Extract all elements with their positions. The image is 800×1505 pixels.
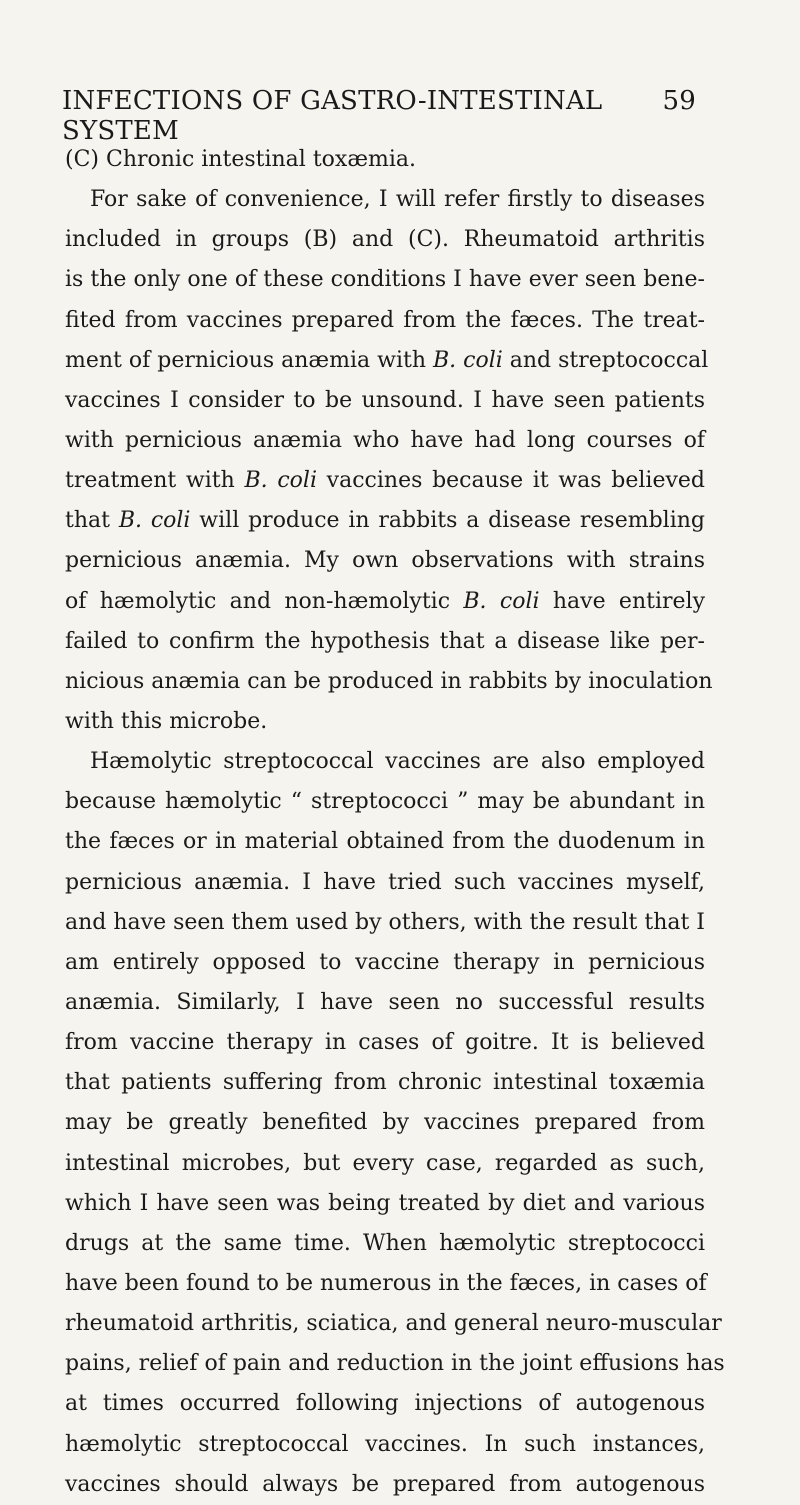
text-segment: will produce in rabbits a disease resembling xyxy=(190,508,705,534)
text-line xyxy=(65,1304,722,1344)
text-line xyxy=(65,1425,705,1465)
text-segment: fited from vaccines prepared from the fæces. The treat- xyxy=(65,307,705,333)
text-segment: treatment with xyxy=(65,468,245,494)
text-line xyxy=(65,140,705,180)
text-segment: failed to confirm the hypothesis that a disease like per- xyxy=(65,628,705,654)
text-segment: pernicious anæmia. My own observations with strains xyxy=(65,548,705,574)
text-line xyxy=(65,662,713,702)
text-line xyxy=(65,1184,705,1224)
text-segment: of hæmolytic and non-hæmolytic xyxy=(65,588,464,614)
text-line xyxy=(65,1144,705,1184)
text-line xyxy=(65,702,705,742)
running-head xyxy=(62,86,696,146)
text-segment: drugs at the same time. When hæmolytic streptococci xyxy=(65,1230,705,1256)
text-line xyxy=(65,1264,705,1304)
page-number: 59 xyxy=(662,86,696,116)
text-line xyxy=(65,1023,705,1063)
text-segment: intestinal microbes, but every case, regarded as such, xyxy=(65,1150,705,1176)
text-segment: nicious anæmia can be produced in rabbits by inoculation xyxy=(65,668,713,694)
text-line xyxy=(65,822,705,862)
text-line xyxy=(65,943,705,983)
text-line xyxy=(65,983,705,1023)
text-segment: the fæces or in material obtained from the duodenum in xyxy=(65,829,705,855)
text-segment: For sake of convenience, I will refer firstly to diseases xyxy=(90,187,705,213)
text-segment: ment of pernicious anæmia with xyxy=(65,347,433,373)
text-segment: hæmolytic streptococcal vaccines. In such instances, xyxy=(65,1431,705,1457)
text-segment: and streptococcal xyxy=(502,347,709,373)
text-line xyxy=(65,341,709,381)
text-line xyxy=(65,622,705,662)
text-line xyxy=(65,1224,705,1264)
text-segment: from vaccine therapy in cases of goitre. It is believed xyxy=(65,1030,705,1056)
text-line xyxy=(65,863,705,903)
italic-text: B. coli xyxy=(463,588,540,614)
text-segment: because hæmolytic “ streptococci ” may be abundant in xyxy=(65,789,705,815)
text-segment: anæmia. Similarly, I have seen no successful results xyxy=(65,989,705,1015)
text-line xyxy=(65,501,705,541)
text-line xyxy=(65,1465,705,1505)
text-segment: may be greatly benefited by vaccines prepared from xyxy=(65,1110,705,1136)
text-line xyxy=(65,1344,725,1384)
text-line xyxy=(65,180,705,220)
text-line xyxy=(65,260,705,300)
body-text xyxy=(65,140,725,1505)
text-line xyxy=(65,301,705,341)
text-line xyxy=(65,220,705,260)
text-segment: have been found to be numerous in the fæces, in cases of xyxy=(65,1270,707,1296)
text-line xyxy=(65,582,705,622)
text-segment: that xyxy=(65,508,119,534)
text-line xyxy=(65,903,705,943)
text-segment: pernicious anæmia. I have tried such vaccines myself, xyxy=(65,869,705,895)
text-segment: and have seen them used by others, with the result that I xyxy=(65,909,705,935)
text-segment: pains, relief of pain and reduction in the joint effusions has xyxy=(65,1351,725,1377)
text-line xyxy=(65,541,705,581)
text-segment: which I have seen was being treated by diet and various xyxy=(65,1190,705,1216)
text-segment: (C) Chronic intestinal toxæmia. xyxy=(65,147,417,172)
text-line xyxy=(65,1384,705,1424)
italic-text: B. coli xyxy=(432,347,503,373)
text-segment: Hæmolytic streptococcal vaccines are also employed xyxy=(90,749,705,775)
text-segment: vaccines because it was believed xyxy=(316,468,705,494)
text-segment: rheumatoid arthritis, sciatica, and general neuro-muscular xyxy=(65,1311,722,1337)
text-line xyxy=(65,1103,705,1143)
text-segment: is the only one of these conditions I have ever seen bene- xyxy=(65,267,705,293)
text-segment: vaccines I consider to be unsound. I have seen patients xyxy=(65,387,705,413)
text-segment: vaccines should always be prepared from autogenous xyxy=(65,1471,705,1497)
text-segment: with this microbe. xyxy=(65,708,268,734)
text-line xyxy=(65,782,705,822)
text-line xyxy=(65,421,705,461)
text-segment: included in groups (B) and (C). Rheumatoid arthritis xyxy=(65,227,705,253)
text-segment: that patients suffering from chronic intestinal toxæmia xyxy=(65,1070,705,1096)
text-line xyxy=(65,381,705,421)
text-segment: with pernicious anæmia who have had long courses of xyxy=(65,427,705,453)
italic-text: B. coli xyxy=(244,468,317,494)
text-line xyxy=(65,1063,705,1103)
text-segment: am entirely opposed to vaccine therapy in pernicious xyxy=(65,949,705,975)
text-line xyxy=(65,742,705,782)
text-segment: have entirely xyxy=(539,588,705,614)
text-line xyxy=(65,461,705,501)
text-segment: at times occurred following injections of autogenous xyxy=(65,1391,705,1417)
running-head-title: INFECTIONS OF GASTRO-INTESTINAL SYSTEM xyxy=(62,86,603,146)
italic-text: B. coli xyxy=(118,508,191,534)
